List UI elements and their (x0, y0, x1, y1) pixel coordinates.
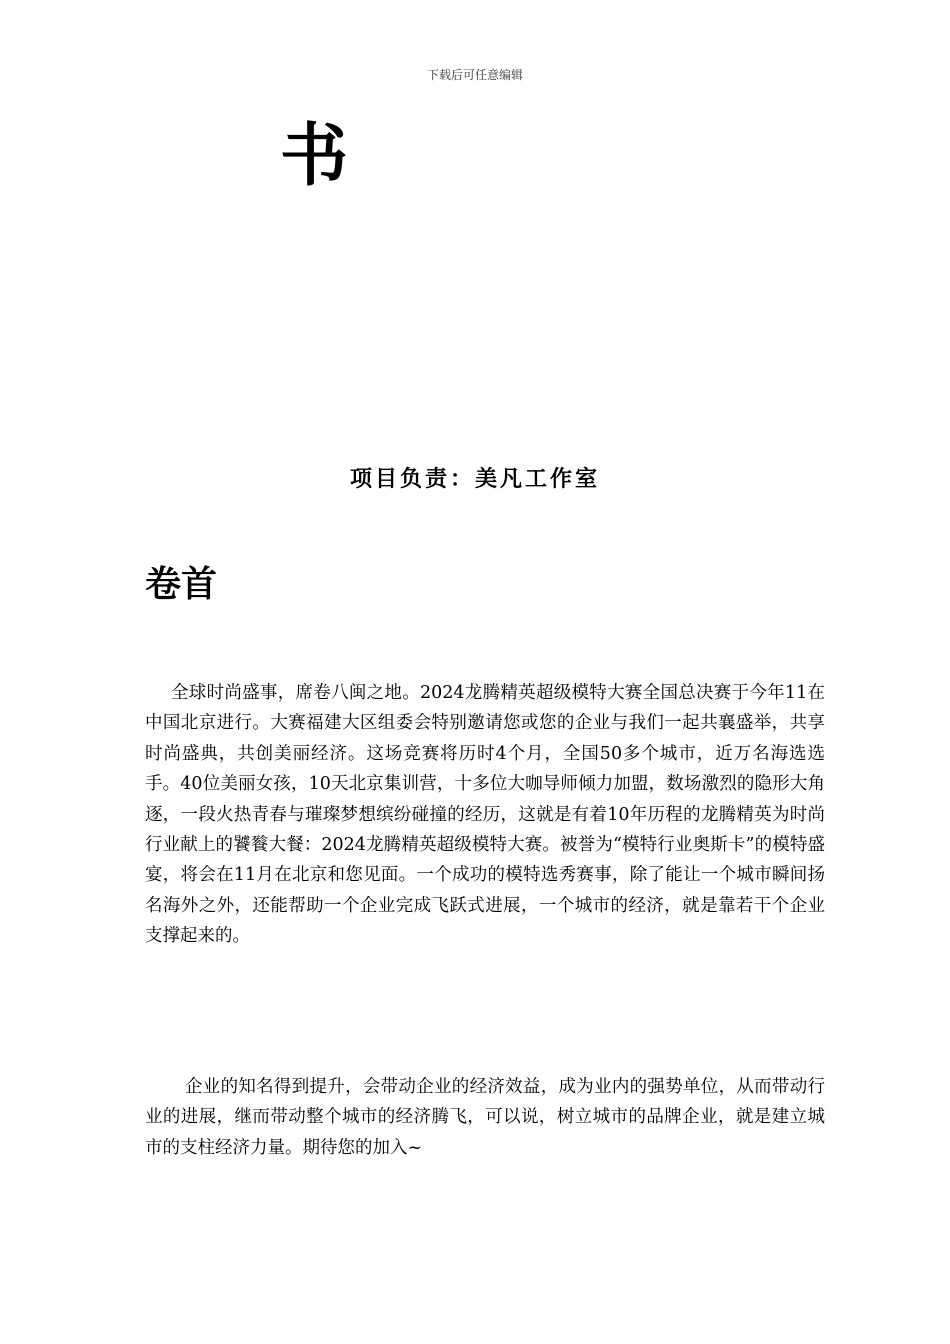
cover-title-char: 书 (280, 116, 349, 196)
section-title: 卷首 (145, 564, 218, 605)
project-owner-line: 项目负责：美凡工作室 (349, 466, 600, 492)
closing-paragraph: 企业的知名得到提升，会带动企业的经济效益，成为业内的强势单位，从而带动行业的进展，继而带动整个城市的经济腾飞，可以说，树立城市的品牌企业，就是建立城市的支柱经济力量。期待您的加入~ (145, 1077, 825, 1158)
header-note: 下载后可任意编辑 (426, 68, 523, 82)
intro-paragraph: 全球时尚盛事，席卷八闽之地。2024龙腾精英超级模特大赛全国总决赛于今年11在中国北京进行。大赛福建大区组委会特别邀请您或您的企业与我们一起共襄盛举，共享时尚盛典，共创美丽经济。这场竞赛将历时4个月，全国50多个城市，近万名海选选手。40位美丽女孩，10天北京集训营，十多位大咖导师倾力加盟，数场激烈的隐形大角逐，一段火热青春与璀璨梦想缤纷碰撞的经历，这就是有着10年历程的龙腾精英为时尚行业献上的饕餮大餐：2024龙腾精英超级模特大赛。被誉为“模特行业奥斯卡”的模特盛宴，将会在11月在北京和您见面。一个成功的模特选秀赛事，除了能让一个城市瞬间扬名海外之外，还能帮助一个企业完成飞跃式进展，一个城市的经济，就是靠若干个企业支撑起来的。 (145, 683, 825, 947)
